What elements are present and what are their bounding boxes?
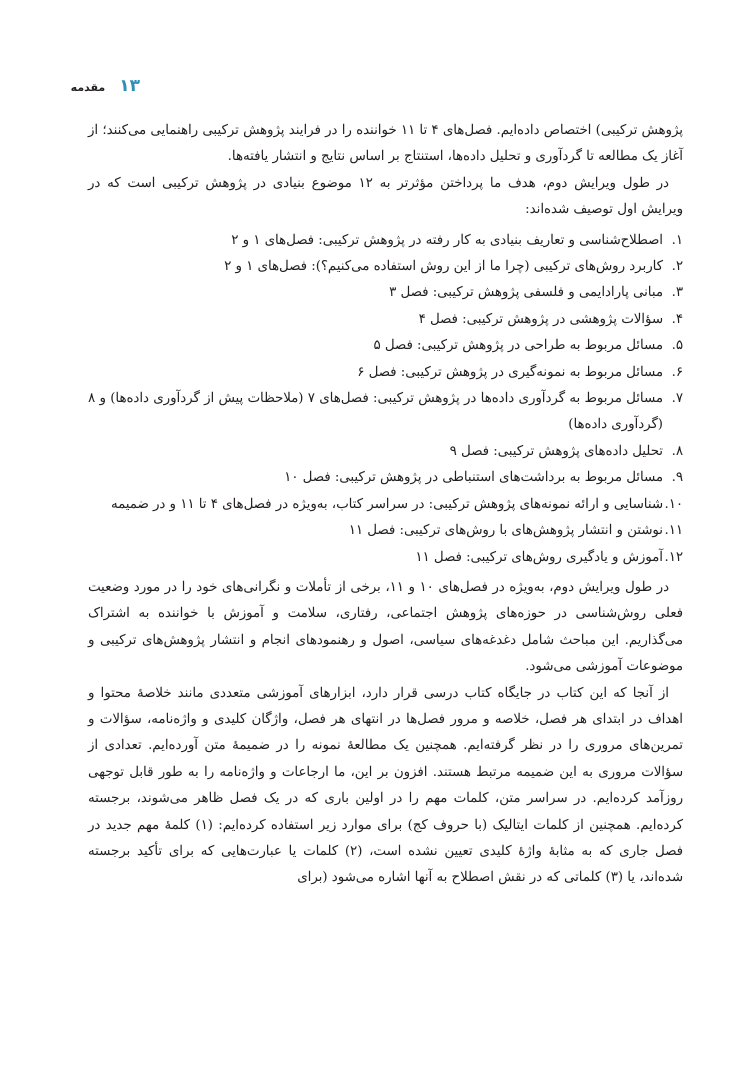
list-item-number: ۴.	[671, 311, 683, 327]
list-item	[88, 465, 683, 491]
list-item-number: ۲.	[671, 259, 683, 275]
body-paragraph-3: در طول ویرایش دوم، به‌ویژه در فصل‌های ۱۰ و ۱۱، برخی از تأملات و نگرانی‌های خود را در مورد وضعیت فعلی روش‌شناسی در حوزه‌های پژوهش اجتماعی، رفتاری، سلامت و آموزش با خواننده به اشتراک می‌گذاریم. این مباحث شامل دغدغه‌های سیاسی، اصول و رهنمودهای انجام و انتشار پژوهش‌های ترکیبی و موضوعات آموزشی می‌شود.	[88, 579, 683, 675]
body-paragraph-4: از آنجا که این کتاب در جایگاه کتاب درسی قرار دارد، ابزارهای آموزشی متعددی مانند خلاصهٔ محتوا و اهداف در ابتدای هر فصل، خلاصه و مرور فصل‌ها در انتهای هر فصل، واژگان کلیدی و واژه‌نامه، سؤالات و تمرین‌های مروری را در نظر گرفته‌ایم. همچنین یک مطالعهٔ نمونه را در ضمیمهٔ متن آورده‌ایم. تعدادی از سؤالات مروری به این ضمیمه مرتبط هستند. افزون بر این، ما ارجاعات و واژه‌نامه را به طور قابل توجهی روزآمد کرده‌ایم. در سراسر متن، کلمات مهم را در اولین باری که در یک فصل ظاهر می‌شوند، برجسته کرده‌ایم. همچنین از کلمات ایتالیک (با حروف کج) برای موارد زیر استفاده کرده‌ایم: (۱) کلمهٔ مهم جدید در فصل جاری که به مثابهٔ واژهٔ کلیدی تعیین نشده است، (۲) کلمات یا عبارت‌هایی که برای تأکید برجسته شده‌اند، یا (۳) کلماتی که در نقش اصطلاح به آنها اشاره می‌شود (برای	[88, 685, 683, 886]
page-body	[88, 118, 683, 892]
list-item-text: سؤالات پژوهشی در پژوهش ترکیبی: فصل ۴	[418, 311, 663, 327]
list-item	[88, 333, 683, 359]
list-item-text: نوشتن و انتشار پژوهش‌های با روش‌های ترکیبی: فصل ۱۱	[348, 523, 663, 539]
list-item-text: آموزش و یادگیری روش‌های ترکیبی: فصل ۱۱	[415, 549, 663, 565]
list-item-number: ۹.	[671, 470, 683, 486]
topics-list	[88, 228, 683, 571]
running-header	[60, 76, 140, 98]
list-item	[88, 307, 683, 333]
list-item	[88, 280, 683, 306]
list-item-text: مسائل مربوط به برداشت‌های استنباطی در پژوهش ترکیبی: فصل ۱۰	[284, 470, 663, 486]
list-item-number: ۸.	[671, 443, 683, 459]
list-item	[88, 254, 683, 280]
list-item-number: ۵.	[671, 338, 683, 354]
list-item-number: ۳.	[671, 285, 683, 301]
list-item	[88, 492, 683, 518]
list-item-text: اصطلاح‌شناسی و تعاریف بنیادی به کار رفته در پژوهش ترکیبی: فصل‌های ۱ و ۲	[231, 232, 663, 248]
list-item	[88, 386, 683, 439]
list-item	[88, 228, 683, 254]
list-item-text: مسائل مربوط به گردآوری داده‌ها در پژوهش ترکیبی: فصل‌های ۷ (ملاحظات پیش از گردآوری داده‌ها) و ۸ (گردآوری داده‌ها)	[88, 391, 663, 433]
intro-paragraph-1: پژوهش ترکیبی) اختصاص داده‌ایم. فصل‌های ۴ تا ۱۱ خواننده را در فرایند پژوهش ترکیبی راهنمایی می‌کنند؛ از آغاز یک مطالعه تا گردآوری و تحلیل داده‌ها، استنتاج بر اساس نتایج و انتشار یافته‌ها.	[88, 123, 683, 165]
list-item-number: ۱۰.	[664, 496, 683, 512]
list-item-number: ۶.	[671, 364, 683, 380]
list-item-text: مسائل مربوط به طراحی در پژوهش ترکیبی: فصل ۵	[373, 338, 663, 354]
list-item	[88, 545, 683, 571]
list-item-number: ۱۱.	[664, 523, 683, 539]
list-item	[88, 518, 683, 544]
list-item-text: تحلیل داده‌های پژوهش ترکیبی: فصل ۹	[449, 443, 663, 459]
list-item-text: مبانی پارادایمی و فلسفی پژوهش ترکیبی: فصل ۳	[389, 285, 663, 301]
list-item	[88, 439, 683, 465]
list-item-text: مسائل مربوط به نمونه‌گیری در پژوهش ترکیبی: فصل ۶	[357, 364, 663, 380]
list-item	[88, 360, 683, 386]
section-title: مقدمه	[70, 81, 106, 94]
intro-paragraph-2: در طول ویرایش دوم، هدف ما پرداختن مؤثرتر به ۱۲ موضوع بنیادی در پژوهش ترکیبی است که در ویرایش اول توصیف شده‌اند:	[88, 175, 683, 218]
list-item-text: شناسایی و ارائه نمونه‌های پژوهش ترکیبی: در سراسر کتاب، به‌ویژه در فصل‌های ۴ تا ۱۱ و در ضمیمه	[110, 496, 663, 512]
list-item-number: ۱۲.	[664, 549, 683, 565]
list-item-text: کاربرد روش‌های ترکیبی (چرا ما از این روش استفاده می‌کنیم؟): فصل‌های ۱ و ۲	[224, 259, 663, 275]
list-item-number: ۱.	[671, 232, 683, 248]
list-item-number: ۷.	[671, 391, 683, 407]
page-number: ۱۳	[119, 76, 140, 96]
